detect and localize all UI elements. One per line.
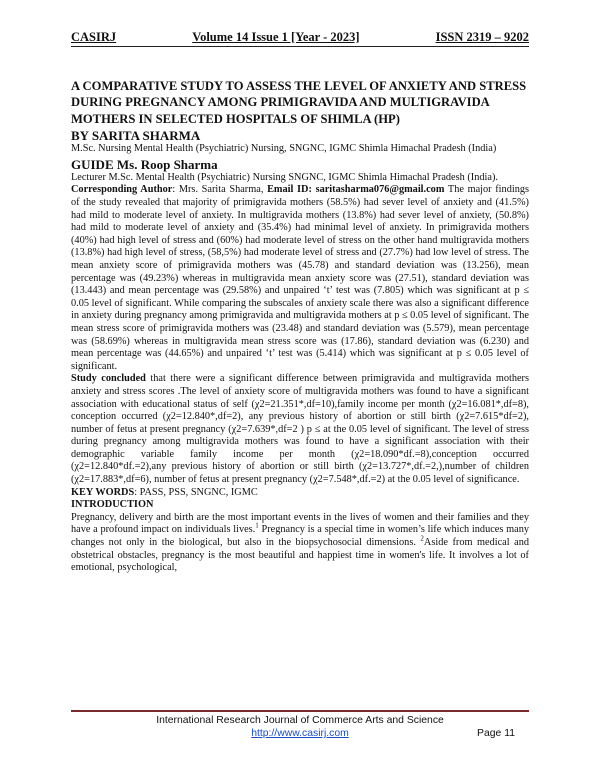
journal-url-link[interactable]: http://www.casirj.com — [251, 728, 349, 739]
guide-name: GUIDE Ms. Roop Sharma — [71, 156, 218, 172]
issn: ISSN 2319 – 9202 — [435, 30, 529, 44]
author-name: BY SARITA SHARMA — [71, 128, 201, 144]
abstract-text: The major findings of the study revealed that majority of primigravida mothers (58.5%) had sever level of anxiety and (41.5%) had mild to moderate level of anxiety. In multigravida mothers (13.8%) had sever level of anxiety, (50.8%) had mild to moderate level of anxiety and (35.4%) had minimal level of anxiety. In primigravida mothers (40%) had high level of stress and (60%) had moderate level of stress on the other hand multigravida mothers (13.8%) had high level of stress, (58,5%) had moderate level of stress and (27.7%) had low level of stress. The mean anxiety score of primigravida mothers was (45.78) and standard deviation was (13.256), mean percentage was (49.23%) whereas in multigravida mean anxiety score was (27.51), standard deviation was (13.443) and mean percentage was (29.58%) and unpaired ‘t’ test was (7.805) which was significant at p ≤ 0.05 level of significant. While comparing the subscales of anxiety scale there was also a significant difference in anxiety during pregnancy among primigravida and multigravida mothers at p ≤ 0.05 level of significant. The mean stress score of primigravida mothers was (23.48) and standard deviation was (5.579), mean percentage was (58.69%) whereas in multigravida mean stress score was (17.86), standard deviation was (6.230) and mean percentage was (44.65%) and unpaired ‘t’ test was (5.414) which was significant at p ≤ 0.05 level of significant. — [71, 184, 530, 372]
citation-1: 1 — [255, 522, 259, 531]
article-body — [71, 184, 529, 574]
page-content — [71, 30, 529, 575]
guide-affiliation: Lecturer M.Sc. Mental Health (Psychiatric) Nursing SNGNC, IGMC Shimla Himachal Pradesh (India). — [71, 171, 498, 183]
corresponding-author-label: Corresponding Author — [71, 184, 173, 196]
intro-text-1: Pregnancy, delivery and birth are the most important events in the lives of women and their families and they have a profound impact on individuals lives. — [71, 511, 529, 536]
citation-2: 2 — [420, 534, 424, 543]
intro-text-2: Pregnancy is a special time in women’s life which induces many changes not only in the biological, but also in the biopsychosocial dimensions. — [71, 524, 529, 549]
volume-info: Volume 14 Issue 1 [Year - 2023] — [192, 30, 360, 44]
conclusion-paragraph — [71, 373, 529, 486]
page-footer — [71, 710, 529, 741]
keywords — [71, 487, 529, 500]
footer-journal-name: International Research Journal of Commerce Arts and Science — [156, 715, 444, 726]
running-header — [71, 30, 529, 47]
keywords-label: KEY WORDS — [71, 486, 135, 498]
conclusion-text: that there were a significant difference between primigravida and multigravida mothers anxiety and stress scores .The level of anxiety score of multigravida mothers was found to have a significant association with educational status of self (χ2=21.351*,df=10),family income per month (χ2=16.081*,df=8), conception occurred (χ2=12.840*,df=2), any previous history of abortion or still birth (χ2=7.615*df=2), number of fetus at present pregnancy (χ2=7.639*,df=2 ) p ≤ at the 0.05 level of significant. The level of stress during pregnancy among multigravida mothers was found to have a significant association with their demographic variable family income per month (χ2=18.090*df.=8),conception occurred (χ2=12.840*df.=2),any previous history of abortion or still birth (χ2=13.727*,df.=2,),number of children (χ2=17.883*,df=6), number of fetus at present pregnancy (χ2=7.548*,df.=2) at the 0.05 level of significance. — [71, 373, 529, 486]
author-affiliation: M.Sc. Nursing Mental Health (Psychiatric) Nursing, SNGNC, IGMC Shimla Himachal Pradesh (India) — [71, 143, 497, 155]
corresponding-author-name: : Mrs. Sarita Sharma, — [172, 184, 268, 196]
intro-text-3: Aside from medical and obstetrical obstacles, pregnancy is the most beautiful and happiest time in women's life. It involves a lot of emotional, psychological, — [71, 537, 529, 574]
journal-abbrev: CASIRJ — [71, 30, 117, 44]
email-label: Email ID: saritasharma076@gmail.com — [267, 184, 445, 196]
abstract-paragraph — [71, 184, 529, 373]
introduction-heading: INTRODUCTION — [71, 499, 154, 511]
introduction-paragraph — [71, 512, 529, 575]
page-number: Page 11 — [477, 728, 515, 739]
article-title: A COMPARATIVE STUDY TO ASSESS THE LEVEL OF ANXIETY AND STRESS DURING PREGNANCY AMONG PRIMIGRAVIDA AND MULTIGRAVIDA MOTHERS IN SELECTED HOSPITALS OF SHIMLA (HP) — [71, 79, 527, 126]
keywords-text: : PASS, PSS, SNGNC, IGMC — [134, 486, 258, 498]
conclusion-label: Study concluded — [71, 373, 146, 385]
